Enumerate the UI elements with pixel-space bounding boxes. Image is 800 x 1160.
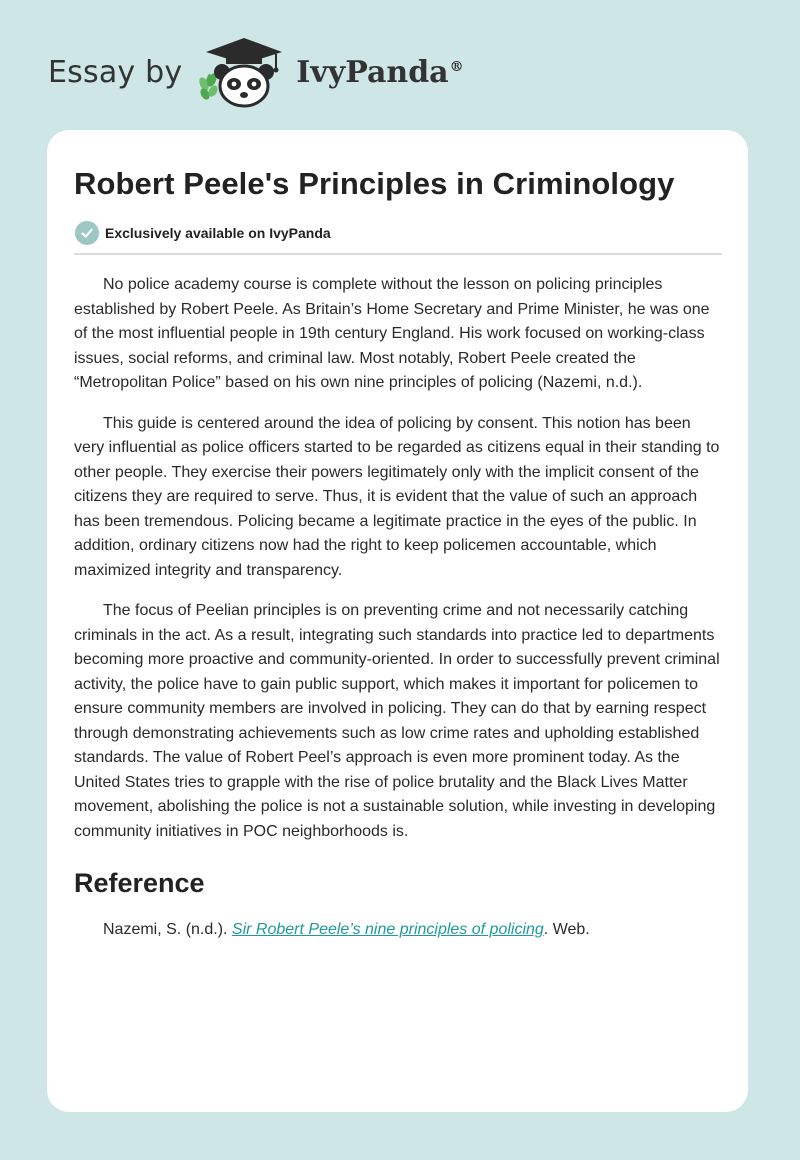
exclusive-label: Exclusively available on IvyPanda [105,225,331,241]
exclusive-badge [74,220,722,246]
reference-author: Nazemi, S. (n.d.). [103,921,232,938]
essay-card [47,130,748,1112]
reference-heading: Reference [74,868,205,898]
paragraph-2: This guide is centered around the idea of policing by consent. This notion has been very influential as police officers started to be regarded as citizens equal in their standing to other people. They exercise their powers legitimately only with the implicit consent of the citizens they are required to serve. Thus, it is evident that the value of such an approach has been tremendous. Policing became a legitimate practice in the eyes of the public. In addition, ordinary citizens now had the right to keep policemen accountable, which maximized integrity and transparency. [74,414,720,579]
site-header [48,34,464,110]
panda-logo-icon[interactable] [196,34,292,110]
brand-name[interactable]: IvyPanda® [296,54,464,90]
paragraph-1: No police academy course is complete without the lesson on policing principles established by Robert Peele. As Britain’s Home Secretary and Prime Minister, he was one of the most influential people in 19th century England. His work focused on working-class issues, social reforms, and criminal law. Most notably, Robert Peele created the “Metropolitan Police” based on his own nine principles of policing (Nazemi, n.d.). [74,276,710,391]
paragraph-3: The focus of Peelian principles is on preventing crime and not necessarily catching criminals in the act. As a result, integrating such standards into practice led to departments becoming more proactive and community-oriented. In order to successfully prevent criminal activity, the police have to gain public support, which makes it important for policemen to ensure community members are involved in policing. They can do that by earning respect through demonstrating achievements such as low crime rates and upholding established standards. The value of Robert Peel’s approach is even more prominent today. As the United States tries to grapple with the rise of police brutality and the Black Lives Matter movement, abolishing the police is not a sustainable solution, while investing in developing community initiatives in POC neighborhoods is. [74,602,720,840]
essay-by-label: Essay by [48,54,183,90]
registered-mark: ® [449,58,464,75]
reference-suffix: . Web. [543,921,590,938]
reference-entry [74,918,724,942]
essay-body [74,273,724,942]
check-circle-icon [75,221,99,245]
reference-link[interactable]: Sir Robert Peele’s nine principles of policing [231,921,544,938]
divider [74,253,722,255]
page-title: Robert Peele's Principles in Criminology [74,166,675,201]
